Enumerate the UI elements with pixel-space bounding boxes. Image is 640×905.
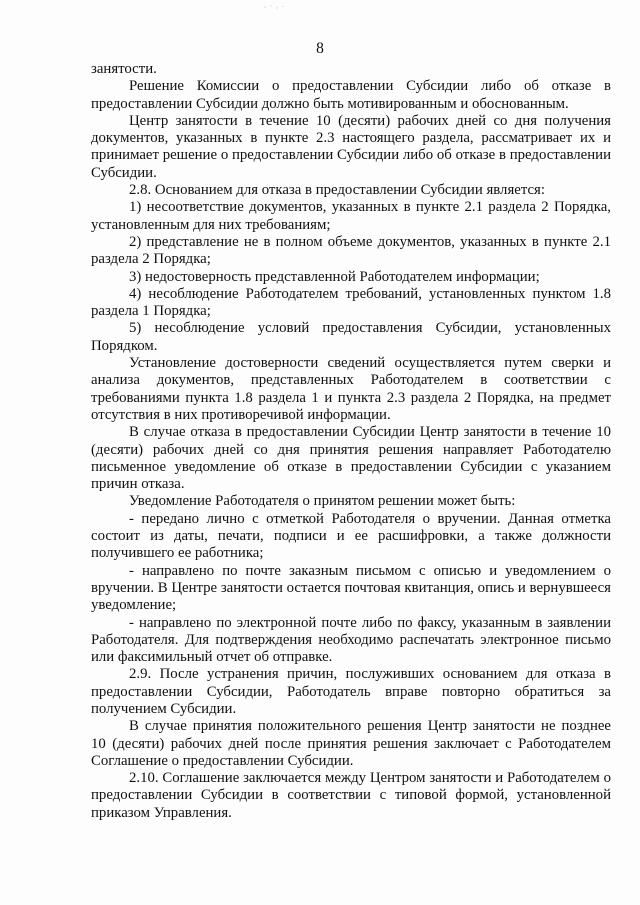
list-item: 2) представление не в полном объеме документов, указанных в пункте 2.1 раздела 2 Порядка;	[91, 233, 611, 268]
section-heading-2-8: 2.8. Основанием для отказа в предоставлении Субсидии является:	[129, 182, 545, 199]
paragraph: Установление достоверности сведений осуществляется путем сверки и анализа документов, представленных Работодателем в соответствии с требованиями пункта 1.8 раздела 1 и пункта 2.3 раздела 2 Порядка, на предмет отсутствия в них противоречивой информации.	[91, 355, 611, 423]
section-2-9: 2.9. После устранения причин, послуживших основанием для отказа в предоставлении Субсидии, Работодатель вправе повторно обратиться за получением Субсидии.	[91, 666, 611, 717]
paragraph: занятости.	[91, 61, 157, 77]
list-item: - направлено по электронной почте либо по факсу, указанным в заявлении Работодателя. Для подтверждения необходимо распечатать электронное письмо или факсимильный отчет об отправке.	[91, 614, 611, 666]
paragraph: Уведомление Работодателя о принятом решении может быть:	[129, 493, 516, 510]
page-number: 8	[316, 40, 324, 57]
section-2-10: 2.10. Соглашение заключается между Центром занятости и Работодателем о предоставлении Субсидии в соответствии с типовой формой, установленной приказом Управления.	[91, 770, 611, 821]
list-item: - передано лично с отметкой Работодателя о вручении. Данная отметка состоит из даты, печати, подписи и ее расшифровки, а также должности получившего ее работника;	[91, 510, 611, 562]
paragraph: Центр занятости в течение 10 (десяти) рабочих дней со дня получения документов, указанных в пункте 2.3 настоящего раздела, рассматривает их и принимает решение о предоставлении Субсидии либо об отказе в предоставлении Субсидии.	[91, 112, 611, 181]
paragraph: Решение Комиссии о предоставлении Субсидии либо об отказе в предоставлении Субсидии должно быть мотивированным и обоснованным.	[91, 78, 611, 112]
list-item: 3) недостоверность представленной Работодателем информации;	[129, 268, 540, 285]
paragraph: В случае принятия положительного решения Центр занятости не позднее 10 (десяти) рабочих дней после принятия решения заключает с Работодателем Соглашение о предоставлении Субсидии.	[91, 718, 611, 769]
list-item: 4) несоблюдение Работодателем требований, установленных пунктом 1.8 раздела 1 Порядка;	[91, 285, 611, 320]
list-item: 1) несоответствие документов, указанных в пункте 2.1 раздела 2 Порядка, установленным для них требованиям;	[91, 199, 611, 233]
paragraph: В случае отказа в предоставлении Субсидии Центр занятости в течение 10 (десяти) рабочих дней со дня принятия решения направляет Работодателю письменное уведомление об отказе в предоставлении Субсидии с указанием причин отказа.	[91, 424, 611, 493]
list-item: - направлено по почте заказным письмом с описью и уведомлением о вручении. В Центре занятости остается почтовая квитанция, опись и вернувшееся уведомление;	[91, 562, 611, 614]
scan-artifact	[262, 4, 288, 10]
document-body	[91, 61, 611, 822]
list-item: 5) несоблюдение условий предоставления Субсидии, установленных Порядком.	[91, 320, 611, 354]
